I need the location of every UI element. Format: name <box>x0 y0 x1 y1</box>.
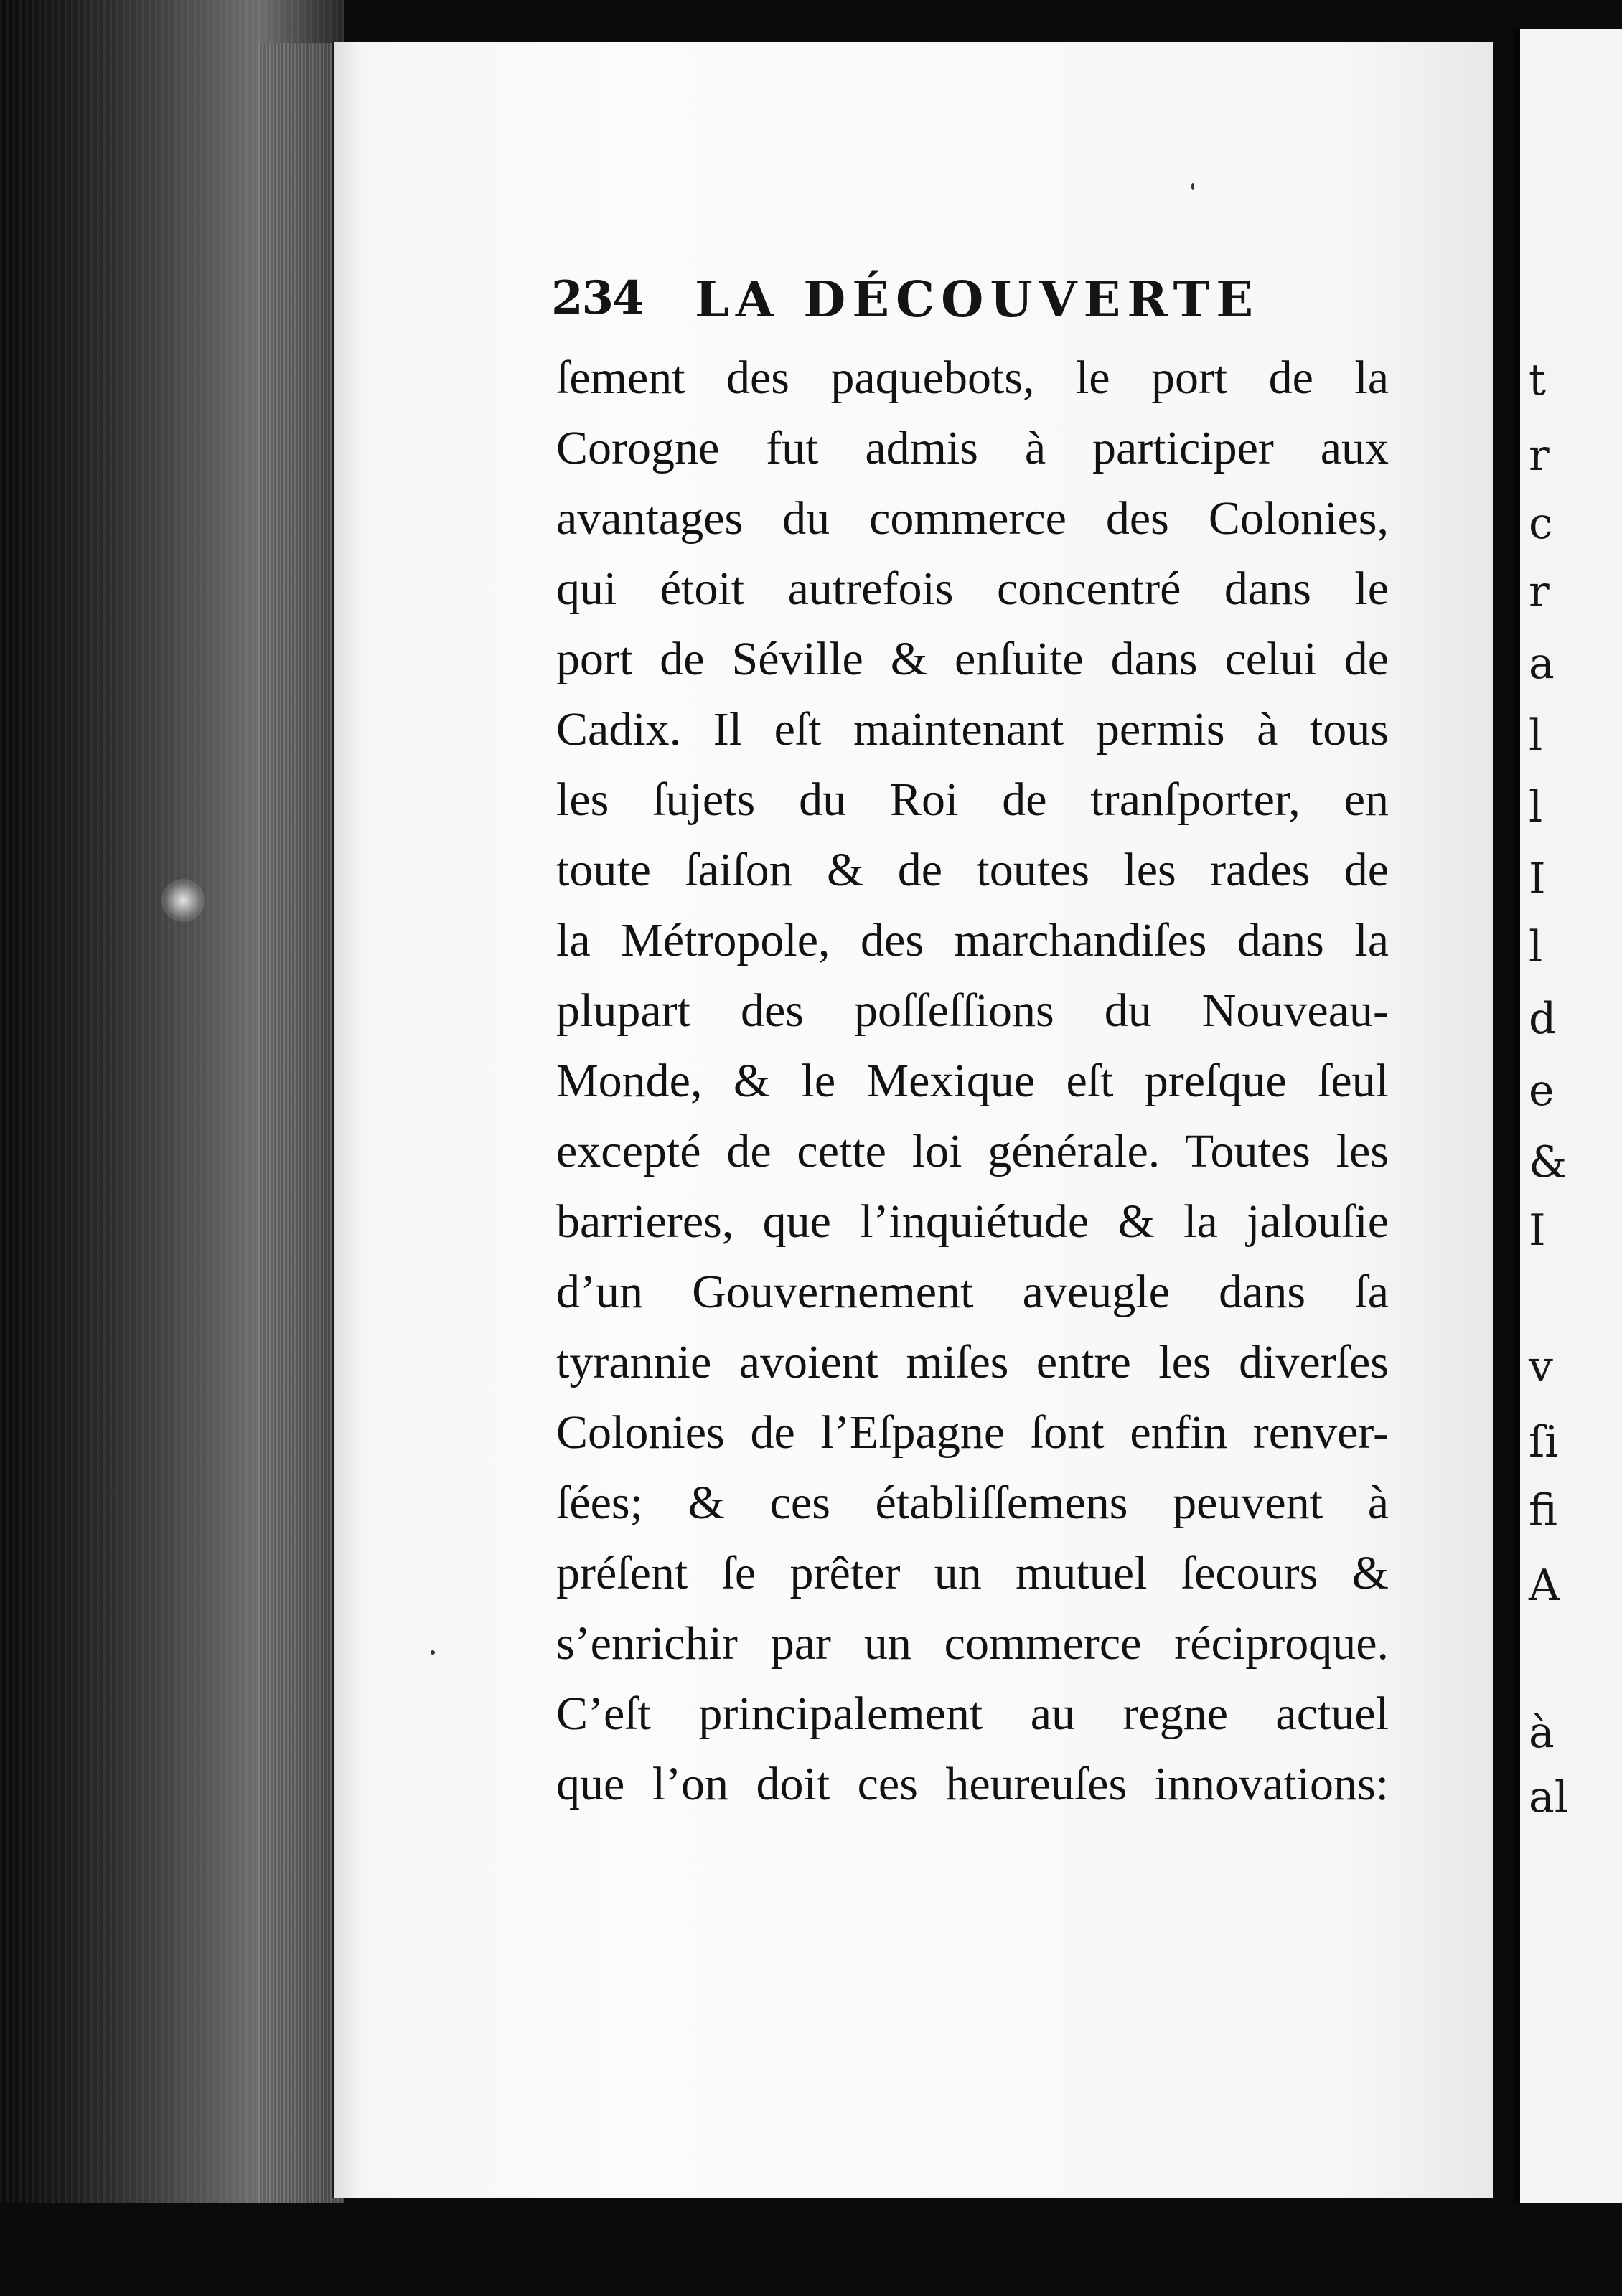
text-line: préſent ſe prêter un mutuel ſecours & <box>556 1547 1389 1599</box>
facing-fragment: I <box>1529 1205 1546 1256</box>
body-text <box>556 343 1389 1820</box>
text-line: qui étoit autrefois concentré dans le <box>556 563 1389 615</box>
facing-fragment: à <box>1529 1708 1555 1758</box>
text-line: s’enrichir par un commerce réciproque. <box>556 1617 1389 1670</box>
running-head-title: LA DÉCOUVERTE <box>695 271 1260 329</box>
facing-fragment: ſi <box>1529 1417 1559 1467</box>
facing-fragment: l <box>1529 710 1543 761</box>
facing-fragment: v <box>1529 1342 1553 1392</box>
text-line: avantages du commerce des Colonies, <box>556 492 1389 545</box>
text-line: C’eſt principalement au regne actuel <box>556 1688 1389 1740</box>
facing-page <box>1514 29 1622 2210</box>
text-line: Colonies de l’Eſpagne ſont enfin renver- <box>556 1406 1389 1459</box>
light-glare <box>161 879 205 922</box>
text-line: Cadix. Il eſt maintenant permis à tous <box>556 703 1389 756</box>
gutter <box>1493 29 1514 2224</box>
facing-fragment: l <box>1529 922 1543 972</box>
facing-fragment: A <box>1529 1561 1560 1611</box>
text-line: plupart des poſſeſſions du Nouveau- <box>556 984 1389 1037</box>
facing-fragment: al <box>1529 1772 1568 1822</box>
facing-fragment: I <box>1529 854 1546 904</box>
page-number: 234 <box>551 271 643 325</box>
facing-fragment: e <box>1529 1065 1555 1116</box>
facing-fragment: fi <box>1529 1485 1558 1535</box>
text-line: Monde, & le Mexique eſt preſque ſeul <box>556 1055 1389 1107</box>
facing-fragment: r <box>1529 430 1550 481</box>
facing-fragment: t <box>1529 355 1547 405</box>
facing-fragment: c <box>1529 499 1553 549</box>
text-line: toute ſaiſon & de toutes les rades de <box>556 844 1389 896</box>
text-line: ſement des paquebots, le port de la <box>556 352 1389 404</box>
text-line: tyrannie avoient miſes entre les diverſes <box>556 1336 1389 1388</box>
text-line: d’un Gouvernement aveugle dans ſa <box>556 1266 1389 1318</box>
text-line: Corogne fut admis à participer aux <box>556 422 1389 474</box>
text-line: excepté de cette loi générale. Toutes les <box>556 1125 1389 1177</box>
text-line: ſées; & ces établiſſemens peuvent à <box>556 1477 1389 1529</box>
ink-speck <box>108 1492 115 1496</box>
facing-fragment: r <box>1529 567 1550 617</box>
text-line: barrieres, que l’inquiétude & la jalouſie <box>556 1195 1389 1248</box>
ink-speck <box>431 1650 435 1655</box>
text-line: les ſujets du Roi de tranſporter, en <box>556 773 1389 826</box>
text-line: port de Séville & enſuite dans celui de <box>556 633 1389 685</box>
facing-fragment: l <box>1529 782 1543 832</box>
facing-fragment: d <box>1529 994 1557 1044</box>
text-line: la Métropole, des marchandiſes dans la <box>556 914 1389 966</box>
ink-speck <box>1191 183 1194 190</box>
facing-fragment: a <box>1529 639 1555 689</box>
text-line: que l’on doit ces heureuſes innovations: <box>556 1758 1389 1810</box>
facing-fragment: & <box>1529 1137 1567 1187</box>
scan-bottom-edge <box>0 2203 1622 2296</box>
